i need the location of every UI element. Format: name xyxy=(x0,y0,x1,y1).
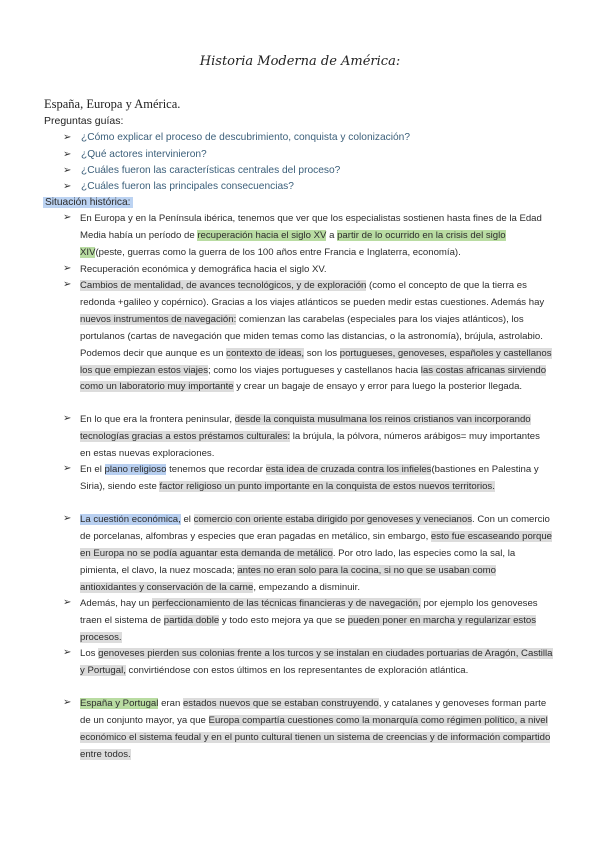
gray-highlight: antes no eran solo para la cocina, si no que se usaban como antioxidantes y conservación de la carne xyxy=(80,564,496,593)
text-run: el xyxy=(180,514,194,525)
gray-highlight: portugueses, genoveses, españoles y castellanos los que empiezan estos viajes xyxy=(80,347,552,376)
bullet-text xyxy=(80,462,553,496)
arrow-bullet-icon: ➢ xyxy=(63,181,72,192)
arrow-bullet-icon: ➢ xyxy=(63,132,72,143)
arrow-bullet-icon: ➢ xyxy=(63,463,72,474)
bullet-paragraph xyxy=(63,596,553,647)
gray-highlight: contexto de ideas, xyxy=(226,347,305,359)
gray-highlight: Cambios de mentalidad, de avances tecnológicos, y de exploración xyxy=(80,280,367,291)
gray-highlight: a nivel económico el sistema feudal y en el punto cultural tienen un sistema de creencias y de información compartido entre todos. xyxy=(80,714,551,760)
bullet-paragraph xyxy=(63,462,553,496)
arrow-bullet-icon: ➢ xyxy=(63,597,72,608)
arrow-bullet-icon: ➢ xyxy=(63,413,72,424)
text-run: En Europa y en la Península ibérica, tenemos que ver que los especialistas sostienen hasta fines de la Edad Media había un período de xyxy=(80,213,542,241)
text-run: a xyxy=(326,229,338,241)
question-text: ¿Qué actores intervinieron? xyxy=(81,149,207,160)
text-run: Recuperación económica y demográfica hacia el siglo XV. xyxy=(80,264,327,275)
bullet-paragraph xyxy=(63,646,553,680)
text-run: tenemos que recordar xyxy=(166,464,266,475)
text-run: ; como los viajes portugueses y castellanos hacia xyxy=(208,364,421,376)
text-run: . Con un comercio de porcelanas, alfombras y especies que eran pagadas en metálico, sin embargo, xyxy=(80,514,550,542)
arrow-bullet-icon: ➢ xyxy=(63,165,72,176)
gray-highlight: desde la conquista musulmana los reinos cristianos van incorporando tecnologías gracias a estos préstamos culturales: xyxy=(80,414,531,442)
arrow-bullet-icon: ➢ xyxy=(63,212,72,223)
gray-highlight: perfeccionamiento de las técnicas financieras y de navegación, xyxy=(152,598,421,609)
gray-highlight: nuevos instrumentos de navegación: xyxy=(80,313,237,325)
question-text: ¿Cuáles fueron las principales consecuencias? xyxy=(81,181,294,192)
arrow-bullet-icon: ➢ xyxy=(63,647,72,658)
gray-highlight: comercio con oriente estaba dirigido por genoveses y venecianos xyxy=(193,514,472,525)
text-run: y todo esto mejora ya que se xyxy=(219,614,348,626)
text-run: (bastiones en Palestina y Siria), siendo este xyxy=(80,464,539,492)
blue-highlight: La cuestión económica, xyxy=(80,514,181,525)
text-run: . Por otro lado, las especies como la sal, la pimienta, el clavo, la nuez moscada; xyxy=(80,547,516,576)
text-run: por ejemplo los genoveses traen el sistema de xyxy=(80,598,538,626)
gray-highlight: Europa compartía cuestiones como la monarquía como régimen político, xyxy=(208,714,518,726)
text-run: son los xyxy=(304,347,340,359)
bullet-paragraph xyxy=(63,278,553,396)
text-run: En lo que era la frontera peninsular, xyxy=(80,414,235,425)
arrow-bullet-icon: ➢ xyxy=(63,263,72,274)
gray-highlight: partida doble xyxy=(163,614,220,626)
bullet-text xyxy=(80,646,553,680)
guiding-questions-label: Preguntas guías: xyxy=(44,115,124,127)
text-run: Los xyxy=(80,648,99,659)
bullet-text xyxy=(80,512,553,597)
bullet-text xyxy=(80,278,553,396)
gray-highlight: esto fue escaseando porque en Europa no se podía aguantar esta demanda de metálico xyxy=(80,530,553,559)
gray-highlight: factor religioso un punto importante en la conquista de estos nuevos territorios. xyxy=(159,480,495,492)
bullet-paragraph xyxy=(63,696,553,764)
text-run: comienzan las carabelas (especiales para los viajes atlánticos), los portulanos (cartas de navegación que miden temas como las distancias, o la astronomía), brújula, astrolabio. Podemos decir que aunque es un xyxy=(80,313,543,359)
question-text: ¿Cómo explicar el proceso de descubrimiento, conquista y colonización? xyxy=(81,132,410,143)
bullet-paragraph xyxy=(63,211,553,262)
bullet-paragraph xyxy=(63,412,553,463)
gray-highlight: estados nuevos que se estaban construyendo xyxy=(182,698,379,709)
question-text: ¿Cuáles fueron las características centrales del proceso? xyxy=(81,165,341,176)
bullet-text xyxy=(80,262,553,279)
text-run: convirtiéndose con estos últimos en los representantes de exploración atlántica. xyxy=(125,664,469,676)
green-highlight: recuperación hacia el siglo XV xyxy=(197,229,327,241)
bullet-text xyxy=(80,211,553,262)
text-run: eran xyxy=(158,698,183,709)
bullet-text xyxy=(80,596,553,647)
bullet-paragraph xyxy=(63,262,553,279)
gray-highlight: esta idea de cruzada contra los infieles xyxy=(265,464,432,475)
arrow-bullet-icon: ➢ xyxy=(63,149,72,160)
bullet-text xyxy=(80,696,553,764)
document-title: Historia Moderna de América: xyxy=(199,54,401,69)
gray-highlight: genoveses pierden sus colonias frente a los turcos y se instalan en ciudades portuarias de Aragón, Castilla y Portugal, xyxy=(80,648,553,676)
arrow-bullet-icon: ➢ xyxy=(63,513,72,524)
text-run: Además, hay un xyxy=(80,598,152,609)
green-highlight: partir de lo ocurrido en la crisis del siglo XIV xyxy=(80,229,506,258)
bullet-text xyxy=(80,412,553,463)
text-run: la brújula, la pólvora, números arábigos= muy importantes en estas nuevas exploraciones. xyxy=(80,430,540,459)
section-heading: España, Europa y América. xyxy=(44,97,181,111)
text-run: En el xyxy=(80,464,105,475)
gray-highlight: las costas africanas sirviendo como un laboratorio muy importante xyxy=(80,364,547,393)
text-run: (como el concepto de que la tierra es redonda +galileo y copérnico). Gracias a los viajes atlánticos se pueden medir estas cuestiones. Además hay xyxy=(80,280,545,308)
situation-heading: Situación histórica: xyxy=(45,197,131,208)
bullet-paragraph xyxy=(63,512,553,597)
blue-highlight: plano religioso xyxy=(104,464,167,475)
text-run: , empezando a disminuir. xyxy=(253,581,360,593)
gray-highlight: pueden poner en marcha y regularizar estos procesos. xyxy=(80,614,537,643)
text-run: y crear un bagaje de ensayo y error para luego la posterior llegada. xyxy=(233,381,523,393)
text-run: (peste, guerras como la guerra de los 100 años entre Francia e Inglaterra, economía). xyxy=(95,246,461,258)
arrow-bullet-icon: ➢ xyxy=(63,697,72,708)
text-run: , y catalanes y genoveses forman parte de un conjunto mayor, ya que xyxy=(80,698,547,726)
green-highlight: España y Portugal xyxy=(80,698,159,709)
arrow-bullet-icon: ➢ xyxy=(63,279,72,290)
